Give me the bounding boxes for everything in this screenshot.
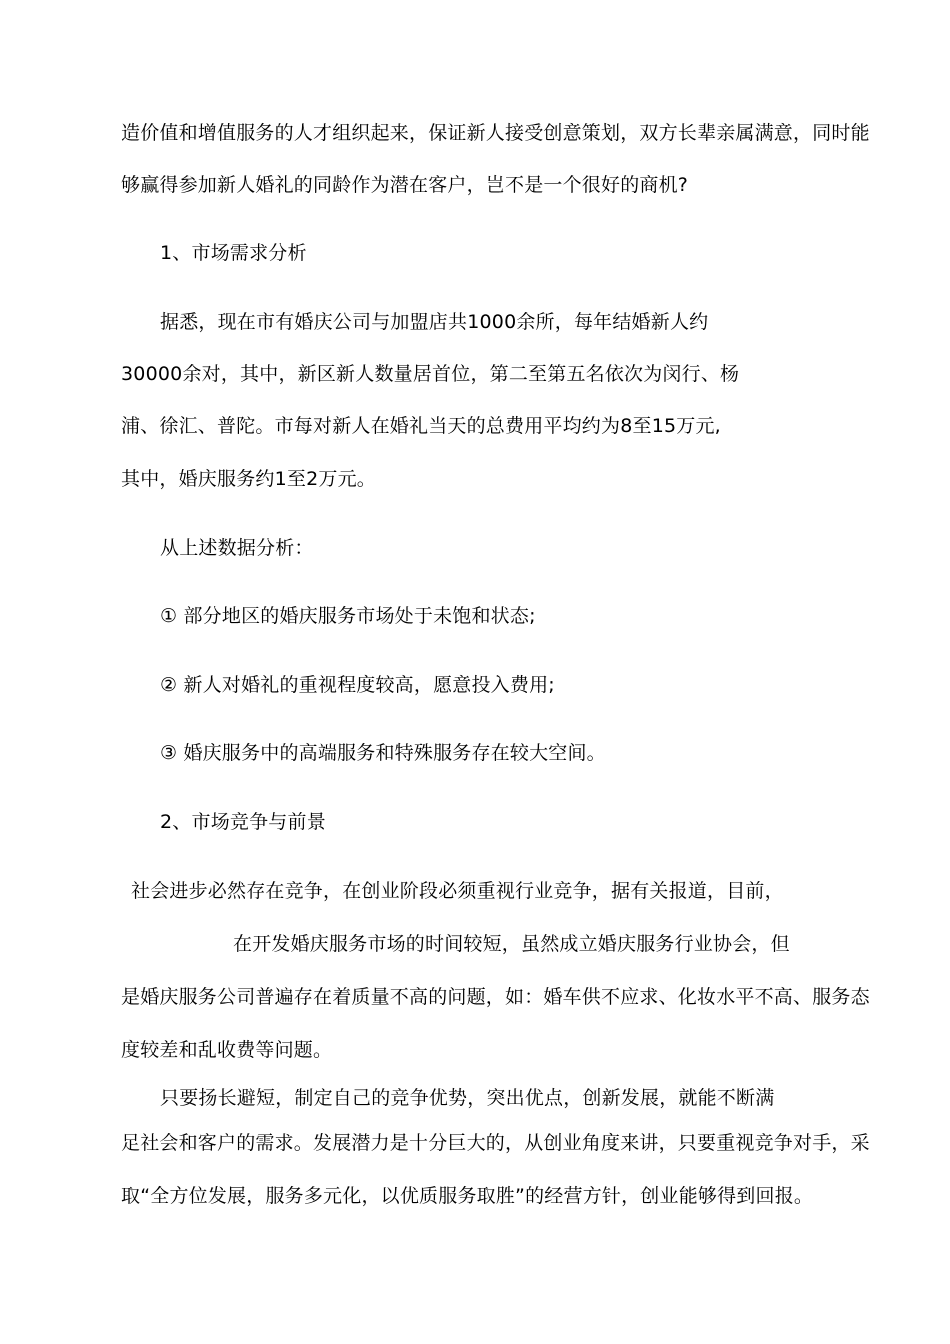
paragraph-line: 社会进步必然存在竞争，在创业阶段必须重视行业竞争，据有关报道，目前， <box>131 880 784 902</box>
paragraph-line: 够赢得参加新人婚礼的同龄作为潜在客户，岂不是一个很好的商机? <box>121 174 689 196</box>
section-heading-competition: 2、市场竞争与前景 <box>160 811 326 833</box>
paragraph-line: 据悉，现在市有婚庆公司与加盟店共1000余所，每年结婚新人约 <box>160 311 709 333</box>
paragraph-line: 只要扬长避短，制定自己的竞争优势，突出优点，创新发展，就能不断满 <box>160 1087 775 1109</box>
paragraph-line: 造价值和增值服务的人才组织起来，保证新人接受创意策划，双方长辈亲属满意，同时能 <box>121 122 870 144</box>
paragraph-line: 取“全方位发展，服务多元化，以优质服务取胜”的经营方针，创业能够得到回报。 <box>121 1185 814 1207</box>
paragraph-line: 浦、徐汇、普陀。市每对新人在婚礼当天的总费用平均约为8至15万元, <box>121 415 721 437</box>
paragraph-line: 从上述数据分析： <box>160 537 314 559</box>
paragraph-line: 30000余对，其中，新区新人数量居首位，第二至第五名依次为闵行、杨 <box>121 363 740 385</box>
paragraph-line: 是婚庆服务公司普遍存在着质量不高的问题，如：婚车供不应求、化妆水平不高、服务态 <box>121 986 870 1008</box>
list-item: ② 新人对婚礼的重视程度较高，愿意投入费用; <box>160 674 555 696</box>
section-heading-market-demand: 1、市场需求分析 <box>160 242 307 264</box>
paragraph-line: 在开发婚庆服务市场的时间较短，虽然成立婚庆服务行业协会，但 <box>233 933 790 955</box>
list-item: ③ 婚庆服务中的高端服务和特殊服务存在较大空间。 <box>160 742 606 764</box>
paragraph-line: 度较差和乱收费等问题。 <box>121 1039 333 1061</box>
paragraph-line: 其中，婚庆服务约1至2万元。 <box>121 468 376 490</box>
list-item: ① 部分地区的婚庆服务市场处于未饱和状态; <box>160 605 536 627</box>
paragraph-line: 足社会和客户的需求。发展潜力是十分巨大的，从创业角度来讲，只要重视竞争对手，采 <box>121 1132 870 1154</box>
